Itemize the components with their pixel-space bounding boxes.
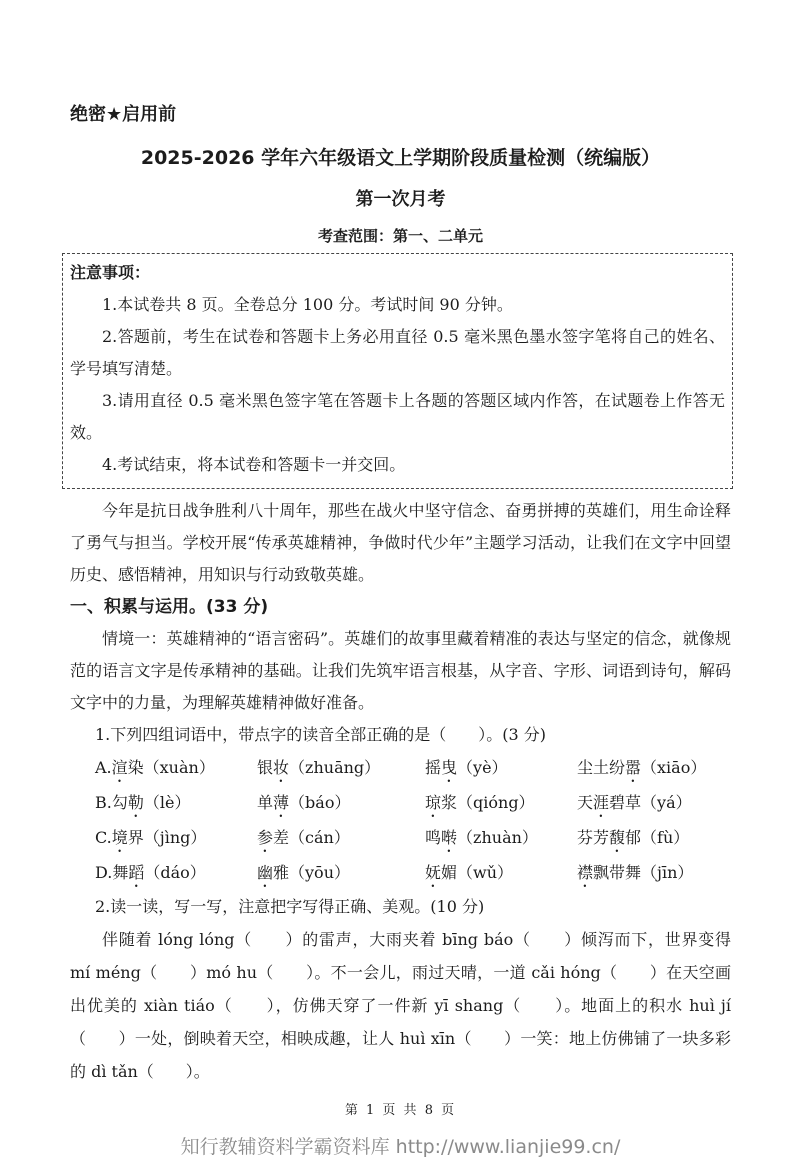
notice-item: 2.答题前，考生在试卷和答题卡上务必用直径 0.5 毫米黑色墨水签字笔将自己的姓名、学号填写清楚。	[70, 327, 725, 378]
scenario-1-paragraph: 情境一：英雄精神的“语言密码”。英雄们的故事里藏着精准的表达与坚定的信念，就像规范的语言文字是传承精神的基础。让我们先筑牢语言根基，从字音、字形、词语到诗句，解码文字中的力量，为理解英雄精神做好准备。	[70, 629, 731, 712]
notice-item: 4.考试结束，将本试卷和答题卡一并交回。	[102, 455, 406, 474]
q1-options	[70, 751, 731, 891]
section-1-heading: 一、积累与运用。(33 分)	[70, 597, 269, 617]
option-label-and-word: A.渲染（xuàn）	[95, 758, 215, 777]
dotted-character: 琼	[425, 793, 442, 812]
dotted-character: 境	[111, 828, 128, 847]
dotted-character: 妩	[425, 863, 442, 882]
option-label-and-word: D.舞蹈（dáo）	[95, 863, 206, 882]
security-label: 绝密★启用前	[70, 104, 177, 125]
dotted-character: 涯	[593, 793, 610, 812]
option-row	[70, 751, 731, 786]
notice-heading: 注意事项：	[70, 263, 151, 282]
notice-box	[62, 253, 733, 489]
dotted-character: 勒	[127, 793, 144, 812]
option-word: 芬芳馥郁（fù）	[577, 828, 690, 847]
intro-paragraph: 今年是抗日战争胜利八十周年，那些在战火中坚守信念、奋勇拼搏的英雄们，用生命诠释了勇气与担当。学校开展“传承英雄精神，争做时代少年”主题学习活动，让我们在文字中回望历史、感悟精神，用知识与行动致敬英雄。	[70, 501, 731, 584]
dotted-character: 襟	[577, 863, 594, 882]
notice-item: 3.请用直径 0.5 毫米黑色签字笔在答题卡上各题的答题区域内作答，在试题卷上作答无效。	[70, 391, 725, 442]
watermark	[70, 1132, 731, 1159]
watermark-link[interactable]: 知行教辅资料学霸资料库 http://www.lianjie99.cn/	[180, 1136, 621, 1158]
exam-title: 2025-2026 学年六年级语文上学期阶段质量检测（统编版）	[140, 147, 661, 169]
question-2-stem: 2.读一读，写一写，注意把字写得正确、美观。(10 分)	[95, 897, 485, 916]
option-word: 参差（cán）	[257, 828, 350, 847]
option-word: 襟飘带舞（jīn）	[577, 863, 694, 882]
option-row	[70, 821, 731, 856]
option-word: 幽雅（yōu）	[257, 863, 350, 882]
question-2-passage: 伴随着 lóng lóng（ ）的雷声，大雨夹着 bīng báo（ ）倾泻而下，世界变得 mí méng（ ）mó hu（ ）。不一会儿，雨过天晴，一道 cǎi hóng（ ）在天空画出优美的 xiàn tiáo（ ），仿佛天穿了一件新 yī shang（ ）。地面上的积水 huì jí（ ）一处，倒映着天空，相映成趣，让人 huì xīn（ ）一笑：地上仿佛铺了一块多彩的 dì tǎn（ ）。	[70, 930, 731, 1081]
option-row	[70, 786, 731, 821]
dotted-character: 幽	[257, 863, 274, 882]
exam-session-title: 第一次月考	[355, 189, 446, 210]
option-word: 琼浆（qióng）	[425, 793, 535, 812]
dotted-character: 渲	[111, 758, 128, 777]
notice-list	[70, 289, 725, 481]
option-label-and-word: C.境界（jìng）	[95, 828, 207, 847]
option-row	[70, 856, 731, 891]
dotted-character: 蹈	[128, 863, 145, 882]
option-word: 尘土纷嚣（xiāo）	[577, 758, 707, 777]
page-number: 第 1 页 共 8 页	[344, 1103, 457, 1118]
option-label-and-word: B.勾勒（lè）	[95, 793, 191, 812]
option-word: 摇曳（yè）	[425, 758, 508, 777]
dotted-character: 薄	[273, 793, 290, 812]
option-word: 银妆（zhuāng）	[257, 758, 381, 777]
notice-item: 1.本试卷共 8 页。全卷总分 100 分。考试时间 90 分钟。	[102, 295, 513, 314]
exam-scope: 考查范围：第一、二单元	[317, 227, 483, 245]
dotted-character: 参	[257, 828, 274, 847]
option-word: 鸣啭（zhuàn）	[425, 828, 538, 847]
option-word: 单薄（báo）	[257, 793, 351, 812]
dotted-character: 妆	[273, 758, 290, 777]
dotted-character: 馥	[609, 828, 626, 847]
dotted-character: 嚣	[625, 758, 642, 777]
dotted-character: 啭	[441, 828, 458, 847]
question-1-stem: 1.下列四组词语中，带点字的读音全部正确的是（ ）。(3 分)	[95, 725, 547, 744]
option-word: 天涯碧草（yá）	[577, 793, 692, 812]
option-word: 妩媚（wǔ）	[425, 863, 514, 882]
dotted-character: 曳	[441, 758, 458, 777]
